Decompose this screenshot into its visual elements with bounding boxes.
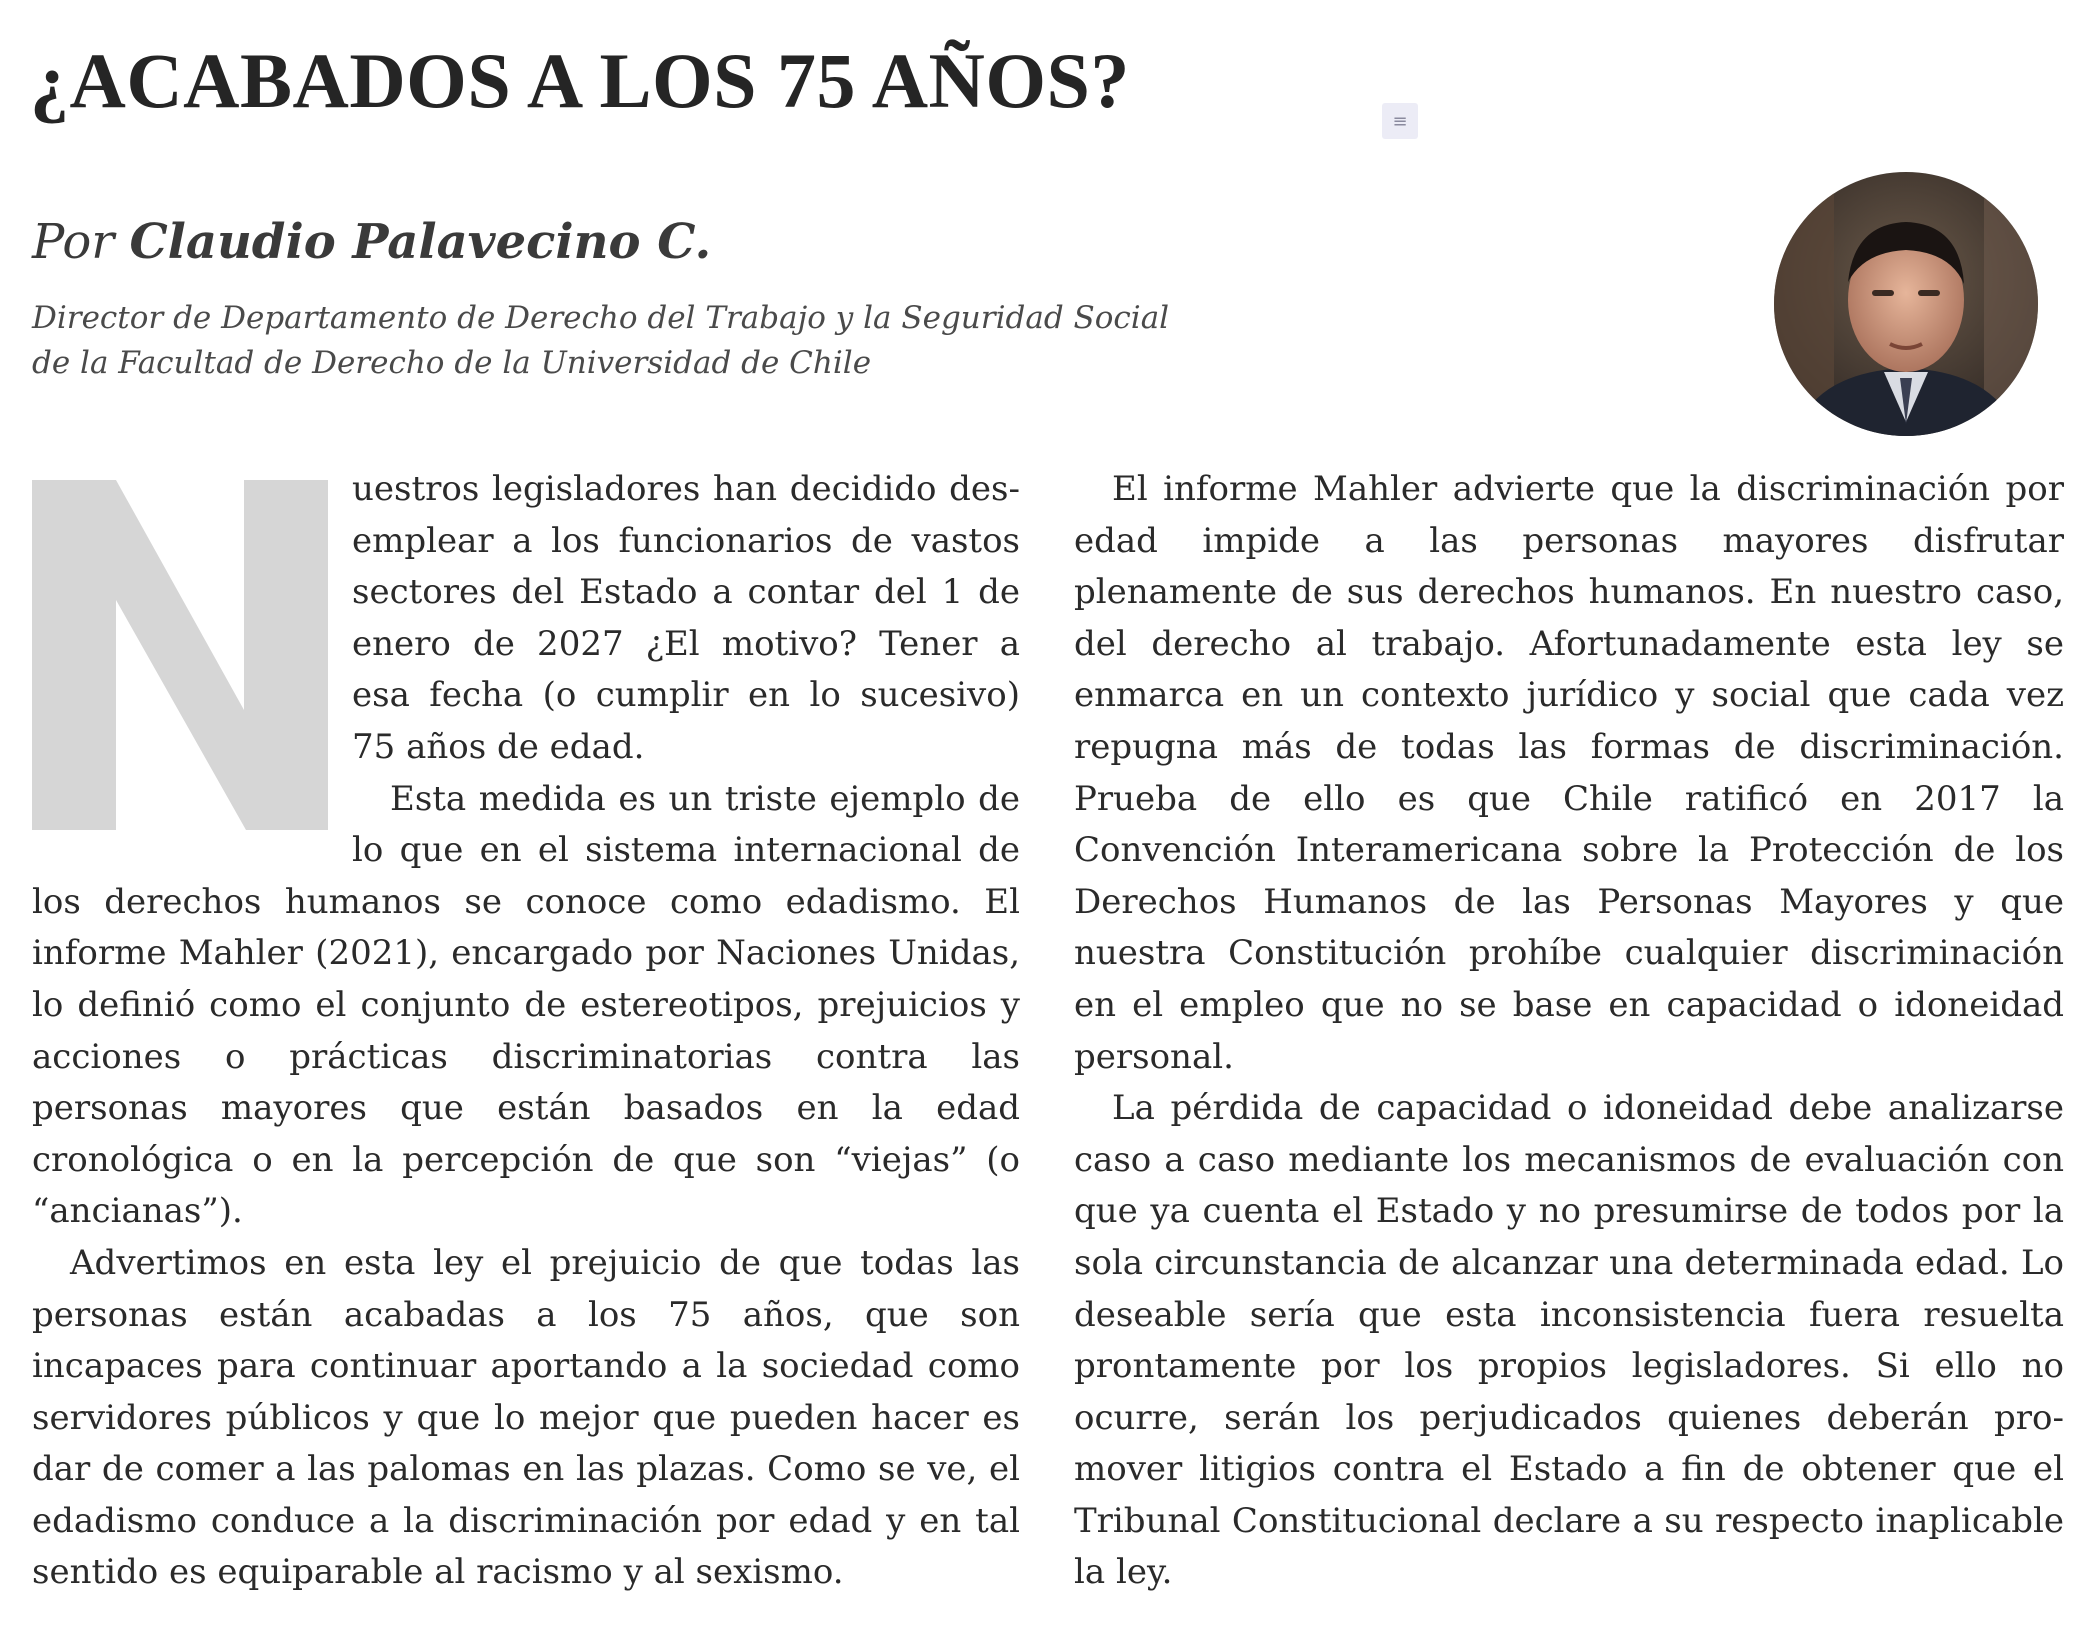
paragraph: Esta medida es un triste ejemplo de lo que en el sistema internacional de los derechos humanos se conoce como edadismo. El informe Mahler (2021), encargado por Naciones Unidas, lo definió como el conjunto de estereotipos, prejuicios y acciones o prácticas discriminatorias contra las personas mayores que están basados en la edad cronológica o en la percepción de que son “viejas” (o “ancianas”).: [32, 778, 1020, 1232]
article-headline: ¿ACABADOS A LOS 75 AÑOS?: [30, 37, 1130, 124]
author-role-line: de la Facultad de Derecho de la Universidad de Chile: [32, 345, 872, 381]
author-role-line: Director de Departamento de Derecho del Trabajo y la Seguridad Social: [32, 300, 1170, 336]
drop-cap: [32, 480, 328, 830]
author-role: [32, 296, 1169, 386]
note-icon[interactable]: ≡: [1382, 103, 1418, 139]
byline-prefix: Por: [32, 214, 115, 270]
paragraph: El informe Mahler advierte que la discriminación por edad impide a las personas mayores disfrutar plenamente de sus derechos humanos. En nuestro caso, del derecho al trabajo. Afortunadamente esta ley se enmarca en un contexto jurídico y social que cada vez repugna más de todas las formas de discriminación. Prueba de ello es que Chile ratificó en 2017 la Convención Interamericana sobre la Protección de los Derechos Humanos de las Personas Mayores y que nuestra Constitución prohíbe cualquier discriminación en el empleo que no se base en capacidad o idoneidad personal.: [1074, 469, 2064, 1077]
drop-cap-letter-n: [32, 480, 328, 830]
author-photo: [1774, 172, 2038, 436]
paragraph: Advertimos en esta ley el prejuicio de que todas las personas están acabadas a los 75 años, que son incapaces para continuar aportando a la sociedad como servidores públicos y que lo mejor que pueden hacer es dar de comer a las palomas en las plazas. Como se ve, el edadismo conduce a la discriminación por edad y en tal sentido es equiparable al racismo y al sexismo.: [32, 1242, 1020, 1593]
article-column-left: [32, 464, 1020, 1599]
paragraph: uestros legisladores han decidido desemplear a los funcionarios de vastos sectores del Estado a contar del 1 de enero de 2027 ¿El motivo? Tener a esa fecha (o cumplir en lo sucesivo) 75 años de edad.: [352, 469, 1020, 767]
byline: [32, 214, 712, 270]
author-name: Claudio Palavecino C.: [129, 214, 712, 270]
article-column-right: [1074, 464, 2064, 1599]
paragraph: La pérdida de capacidad o idoneidad debe analizarse caso a caso mediante los mecanismos de evaluación con que ya cuenta el Estado y no presumirse de todos por la sola circunstancia de alcanzar una determinada edad. Lo deseable sería que esta inconsistencia fuera resuelta prontamente por los propios legisladores. Si ello no ocurre, serán los perjudicados quienes deberán promover litigios contra el Estado a fin de obtener que el Tribunal Constitucional declare a su respecto inaplicable la ley.: [1074, 1088, 2064, 1593]
author-portrait-icon: [1774, 172, 2038, 436]
